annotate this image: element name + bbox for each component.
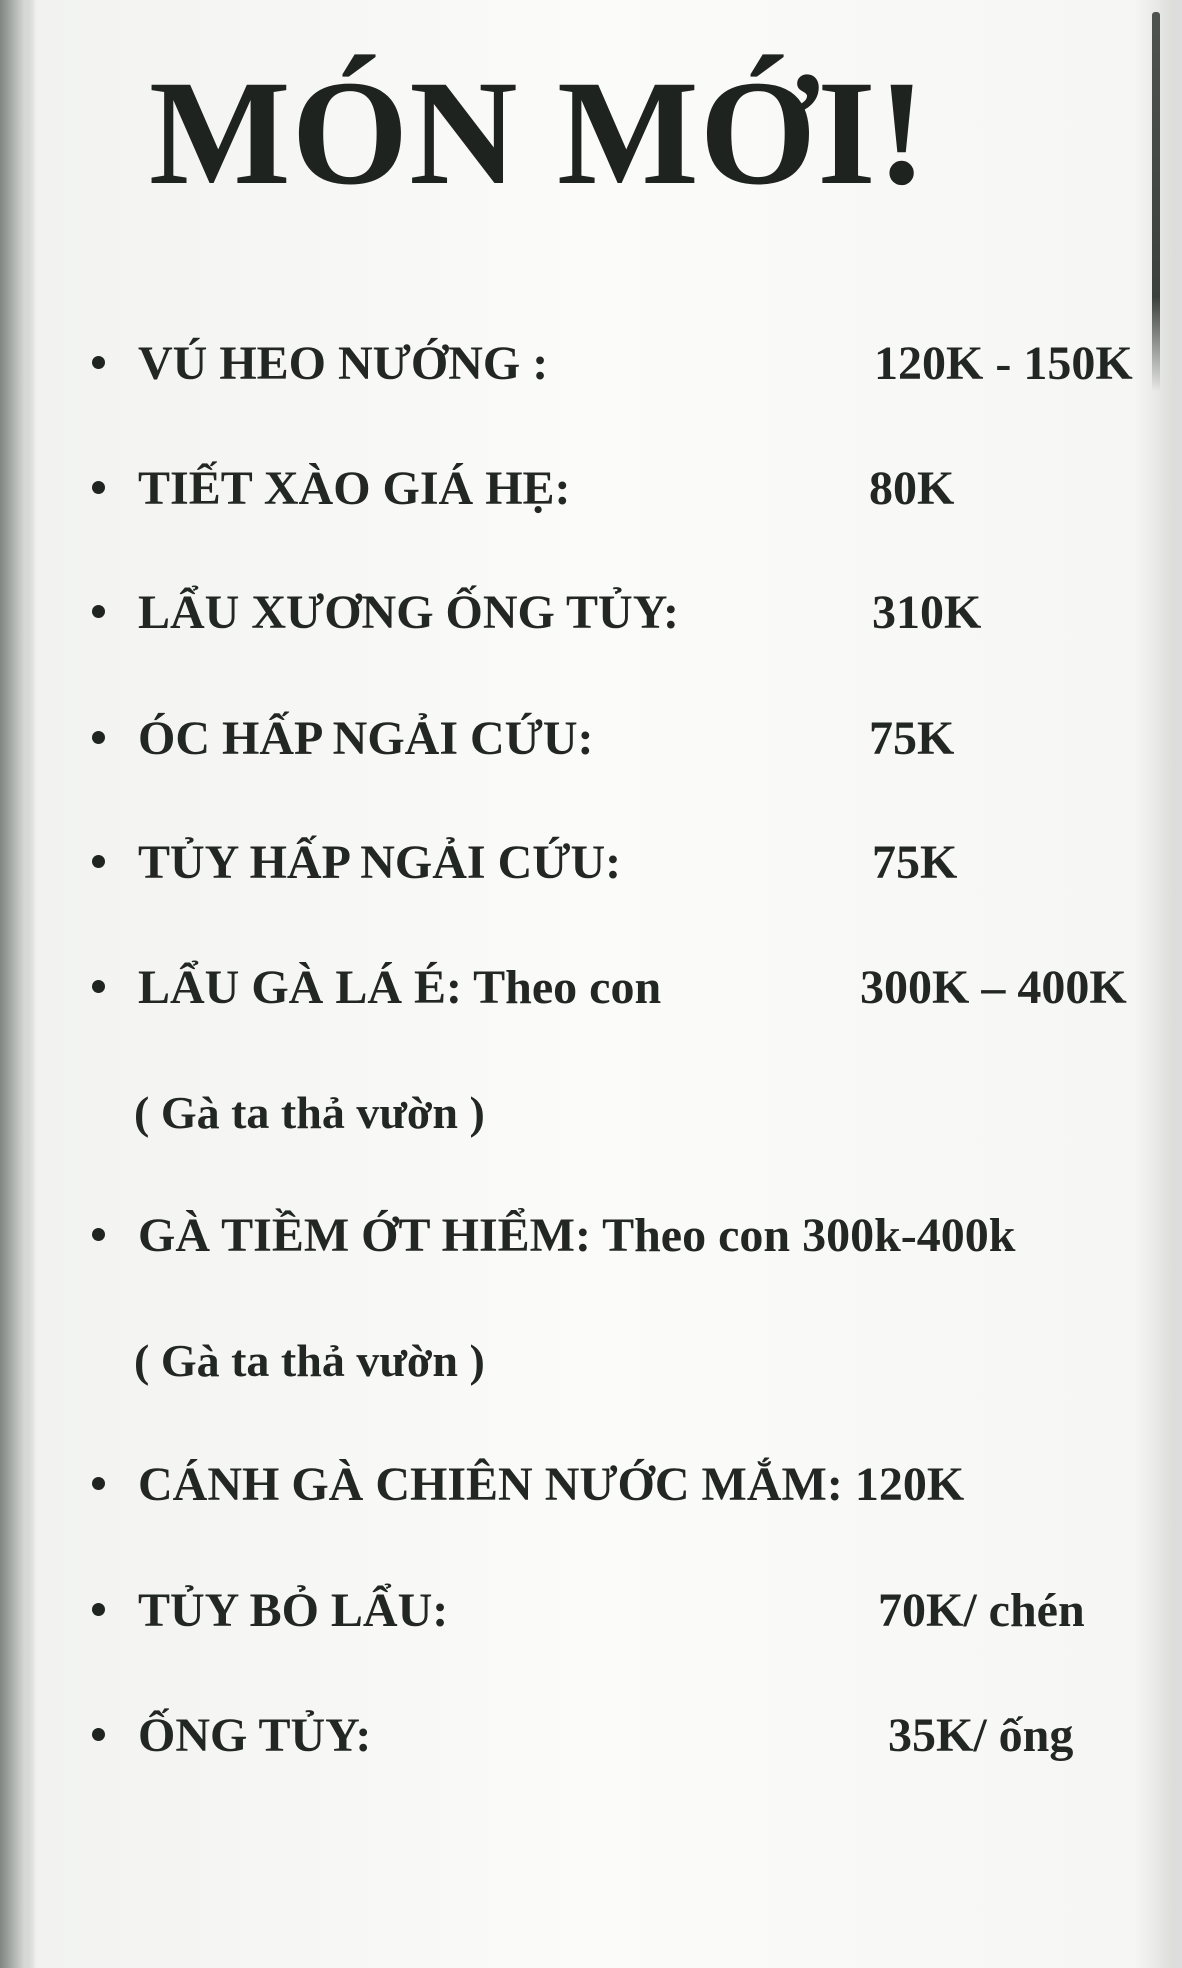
item-price: 35K/ ống bbox=[888, 1709, 1074, 1762]
item-price: 300K – 400K bbox=[860, 961, 1127, 1014]
menu-item-ga-tiem-ot-hiem bbox=[92, 1203, 1124, 1269]
item-name: ÓC HẤP NGẢI CỨU: bbox=[138, 712, 594, 765]
item-note: ( Gà ta thả vườn ) bbox=[134, 1335, 485, 1386]
menu-title: MÓN MỚI! bbox=[149, 50, 928, 216]
item-price: 120K - 150K bbox=[874, 337, 1133, 390]
menu-item-lau-ga-la-e bbox=[92, 955, 1127, 1021]
item-name: TIẾT XÀO GIÁ HẸ: bbox=[138, 462, 571, 515]
item-price: 310K bbox=[872, 586, 982, 639]
menu-item-lau-xuong-ong-tuy bbox=[92, 580, 1124, 646]
menu-item-canh-ga-chien-nuoc-mam bbox=[92, 1452, 1124, 1518]
menu-item-oc-hap-ngai-cuu bbox=[92, 706, 1124, 772]
item-price: 70K/ chén bbox=[878, 1584, 1085, 1637]
bullet-icon bbox=[92, 1603, 105, 1616]
item-name: CÁNH GÀ CHIÊN NƯỚC MẮM: 120K bbox=[138, 1458, 965, 1511]
menu-item-tuy-bo-lau bbox=[92, 1578, 1124, 1644]
bullet-icon bbox=[92, 605, 105, 618]
item-name: TỦY HẤP NGẢI CỨU: bbox=[138, 836, 622, 889]
bullet-icon bbox=[92, 980, 105, 993]
menu-item-ong-tuy bbox=[92, 1703, 1124, 1769]
bullet-icon bbox=[92, 356, 105, 369]
item-name: GÀ TIỀM ỚT HIỂM: Theo con 300k-400k bbox=[138, 1209, 1016, 1262]
item-price: 75K bbox=[872, 836, 958, 889]
item-name: VÚ HEO NƯỚNG : bbox=[138, 337, 549, 390]
bullet-icon bbox=[92, 1228, 105, 1241]
item-price: 80K bbox=[869, 462, 955, 515]
item-name: LẨU XƯƠNG ỐNG TỦY: bbox=[138, 586, 679, 639]
menu-sheet bbox=[36, 0, 1166, 1968]
menu-item-tiet-xao-gia-he bbox=[92, 456, 1124, 522]
bullet-icon bbox=[92, 481, 105, 494]
bullet-icon bbox=[92, 855, 105, 868]
menu-item-vu-heo-nuong bbox=[92, 331, 1133, 397]
left-page-shadow bbox=[0, 0, 38, 1968]
item-price: 75K bbox=[869, 712, 955, 765]
bullet-icon bbox=[92, 1728, 105, 1741]
bullet-icon bbox=[92, 731, 105, 744]
item-name: ỐNG TỦY: bbox=[138, 1709, 372, 1762]
item-name: TỦY BỎ LẨU: bbox=[138, 1584, 449, 1637]
menu-item-tuy-hap-ngai-cuu bbox=[92, 830, 1124, 896]
bullet-icon bbox=[92, 1477, 105, 1490]
item-note: ( Gà ta thả vườn ) bbox=[134, 1087, 485, 1138]
item-name: LẨU GÀ LÁ É: Theo con bbox=[138, 961, 662, 1014]
